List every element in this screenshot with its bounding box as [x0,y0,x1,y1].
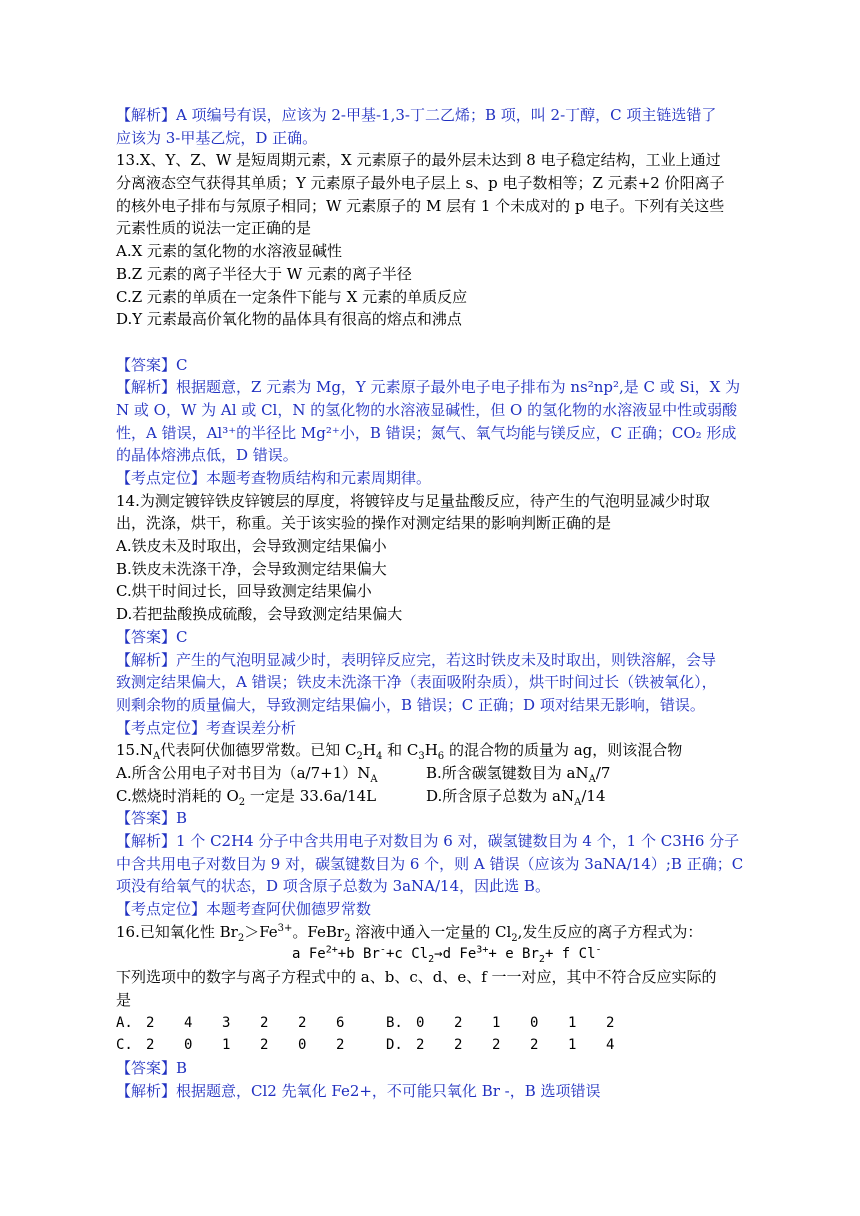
q16-eq-part: +b Br [337,946,380,963]
q16-option-c-value: 0 [184,1037,193,1054]
q16-stem [116,921,756,944]
q15-stem-prefix: 15.N [116,741,153,760]
q16-stem-a: 16.已知氧化性 Br [116,922,238,941]
q13-option-d: D.Y 元素最高价氧化物的晶体具有很高的熔点和沸点 [116,310,462,329]
q16-option-a-value: 3 [222,1014,231,1031]
q15-option-a [116,762,426,785]
q16-eq-sup: 2+ [325,944,338,956]
q16-option-d-value: 2 [454,1037,463,1054]
q15-option-c-tail: 一定是 33.6a/14L [245,786,377,805]
q15-option-a-text: A.所含公用电子对书目为（a/7+1）N [116,763,371,782]
q15-answer: 【答案】B [116,809,188,828]
q15-options-row-1 [116,762,756,785]
q14-analysis-3: 则剩余物的质量偏大，导致测定结果偏小，B 错误；C 正确；D 项对结果无影响，错误。 [116,695,705,714]
q14-answer: 【答案】C [116,627,188,646]
q15-analysis-2: 中含共用电子对数目为 9 对，碳氢键数目为 6 个，则 A 错误（应该为 3aNA/14）;B 正确；C [116,854,744,873]
q15-stem-and: 和 C [382,741,419,760]
q16-eq-part: +c Cl [385,946,429,963]
spacer [116,331,756,354]
q15-stem-h: H [424,741,438,760]
q16-analysis: 【解析】根据题意，Cl2 先氧化 Fe2+，不可能只氧化 Br -，B 选项错误 [116,1081,601,1100]
q16-option-a-value: 2 [146,1014,155,1031]
q14-point: 【考点定位】考查误差分析 [116,718,297,737]
q16-option-b-value: 0 [530,1014,539,1031]
q14-option-b: B.铁皮未洗涤干净，会导致测定结果偏大 [116,559,387,578]
q16-option-c-value: 2 [260,1037,269,1054]
q16-options-row-1 [116,1012,756,1035]
q15-option-d-text: D.所含原子总数为 aN [426,786,575,805]
q15-option-b-sub: A [588,773,596,785]
q13-analysis-3: 性，A 错误，Al³⁺的半径比 Mg²⁺小，B 错误；氮气、氧气均能与镁反应，C 正确；CO₂ 形成 [116,423,737,442]
q16-ionic-equation [116,943,756,966]
q13-analysis-1: 【解析】根据题意，Z 元素为 Mg，Y 元素原子最外电子电子排布为 ns²np²,是 C 或 Si，X 为 [116,378,741,397]
q15-stem-mid: 代表阿伏伽德罗常数。已知 C [160,741,357,760]
q15-option-a-sub: A [370,773,378,785]
q15-analysis-1: 【解析】1 个 C2H4 分子中含共用电子对数目为 6 对，碳氢键数目为 4 个，1 个 C3H6 分子 [116,832,740,850]
q15-option-c-text: C.燃烧时消耗的 O [116,786,239,805]
q16-stem-sub: 2 [237,932,245,944]
q15-analysis-3: 项没有给氧气的状态，D 项含原子总数为 3aNA/14，因此选 B。 [116,877,550,896]
q16-stem-b: ＞Fe [244,922,278,941]
q16-option-d-value: 4 [606,1037,615,1054]
q15-option-b [426,762,610,785]
q16-eq-sup: - [595,944,602,956]
q15-option-b-text: B.所含碳氢键数目为 aN [426,763,589,782]
q16-option-d-value: 2 [492,1037,501,1054]
q15-stem [116,739,756,762]
q14-stem-1: 14.为测定镀锌铁皮锌镀层的厚度，将镀锌皮与足量盐酸反应，待产生的气泡明显减少时取 [116,491,710,510]
q16-option-c-value: 1 [222,1037,231,1054]
q15-point: 【考点定位】本题考查阿伏伽德罗常数 [116,900,372,919]
document-page [116,104,756,1102]
q15-stem-sub: 6 [437,751,445,763]
q13-analysis-4: 的晶体熔沸点低，D 错误。 [116,446,298,465]
q16-option-c-label: C. [116,1037,133,1054]
q15-option-d-tail: /14 [581,786,606,805]
q16-eq-sub: 2 [428,954,435,966]
q13-stem-2: 分离液态空气获得其单质；Y 元素原子最外电子层上 s、p 电子数相等；Z 元素+2 价阳离子 [116,174,725,193]
q15-option-d-sub: A [574,796,582,808]
q15-option-b-tail: /7 [595,763,611,782]
q13-stem-1: 13.X、Y、Z、W 是短周期元素，X 元素原子的最外层未达到 8 电子稳定结构，工业上通过 [116,151,721,170]
q16-option-b-value: 0 [416,1014,425,1031]
q16-option-a-label: A. [116,1014,133,1031]
q16-option-c-value: 0 [298,1037,307,1054]
q16-option-b-value: 1 [492,1014,501,1031]
q16-option-b-value: 2 [606,1014,615,1031]
q15-stem-sub: 4 [375,751,383,763]
q12-analysis-line-1: 【解析】A 项编号有误，应该为 2-甲基-1,3-丁二乙烯；B 项，叫 2-丁醇，C 项主链选错了 [116,106,717,124]
q13-answer: 【答案】C [116,355,188,374]
q16-stem-e: ,发生反应的离子方程式为： [517,922,703,941]
q16-option-a-value: 4 [184,1014,193,1031]
q16-stem2-2: 是 [116,990,132,1009]
q16-option-c [116,1034,386,1057]
q15-option-d [426,785,605,808]
q13-stem-4: 元素性质的说法一定正确的是 [116,219,312,238]
q16-eq-sup: 3+ [476,944,489,956]
q16-option-b-label: B. [386,1014,403,1031]
q16-stem-sup: 3+ [277,922,293,934]
q16-eq-part: a Fe [292,946,326,963]
q16-option-a-value: 2 [298,1014,307,1031]
q16-option-a [116,1012,386,1035]
q15-stem-h: H [362,741,376,760]
q16-option-b-value: 2 [454,1014,463,1031]
q15-options-row-2 [116,785,756,808]
q16-option-a-value: 2 [260,1014,269,1031]
q16-option-b [386,1012,644,1035]
q16-eq-part: →d Fe [434,946,477,963]
q16-options-row-2 [116,1034,756,1057]
q16-stem-d: 溶液中通入一定量的 Cl [350,922,512,941]
q16-option-d [386,1034,644,1057]
q15-stem-sub: 3 [418,751,425,763]
q14-analysis-1: 【解析】产生的气泡明显减少时，表明锌反应完，若这时铁皮未及时取出，则铁溶解，会导 [116,650,717,669]
q16-option-b-value: 1 [568,1014,577,1031]
q14-option-d: D.若把盐酸换成硫酸，会导致测定结果偏大 [116,605,403,624]
q13-option-c: C.Z 元素的单质在一定条件下能与 X 元素的单质反应 [116,287,468,306]
q16-eq-part: + e Br [488,946,539,963]
q13-option-b: B.Z 元素的离子半径大于 W 元素的离子半径 [116,264,412,283]
q15-option-c-sub: 2 [238,796,246,808]
q16-option-d-value: 2 [530,1037,539,1054]
q15-stem-sub: A [152,751,161,763]
q16-stem-sub: 2 [511,932,518,944]
q16-answer: 【答案】B [116,1058,188,1077]
q16-option-d-value: 2 [416,1037,425,1054]
q13-stem-3: 的核外电子排布与氖原子相同；W 元素原子的 M 层有 1 个未成对的 p 电子。下列有关这些 [116,196,725,215]
q16-stem2-1: 下列选项中的数字与离子方程式中的 a、b、c、d、e、f 一一对应，其中不符合反应实际的 [116,968,717,987]
q16-stem-sub: 2 [344,932,351,944]
q16-option-c-value: 2 [146,1037,155,1054]
q16-eq-part: + f Cl [544,946,596,963]
q16-option-a-value: 6 [336,1014,345,1031]
q14-option-c: C.烘干时间过长，回导致测定结果偏小 [116,582,372,601]
q15-stem-sub: 2 [356,751,363,763]
q16-option-d-value: 1 [568,1037,577,1054]
q13-analysis-2: N 或 O，W 为 Al 或 Cl，N 的氢化物的水溶液显碱性，但 O 的氢化物的水溶液显中性或弱酸 [116,400,738,419]
q14-analysis-2: 致测定结果偏大，A 错误；铁皮未洗涤干净（表面吸附杂质），烘干时间过长（铁被氧化）， [116,673,717,692]
q13-point: 【考点定位】本题考查物质结构和元素周期律。 [116,469,432,487]
q14-option-a: A.铁皮未及时取出，会导致测定结果偏小 [116,537,387,556]
q16-option-c-value: 2 [336,1037,345,1054]
q16-eq-sub: 2 [538,954,545,966]
q13-option-a: A.X 元素的氢化物的水溶液显碱性 [116,242,343,261]
q15-stem-tail: 的混合物的质量为 ag，则该混合物 [444,741,683,760]
q14-stem-2: 出，洗涤，烘干，称重。关于该实验的操作对测定结果的影响判断正确的是 [116,514,612,533]
q16-stem-c: 。FeBr [292,922,345,941]
q15-option-c [116,785,426,808]
q16-eq-sup: - [379,944,386,956]
q16-option-d-label: D. [386,1037,403,1054]
q12-analysis-line-2: 应该为 3-甲基乙烷，D 正确。 [116,128,318,147]
